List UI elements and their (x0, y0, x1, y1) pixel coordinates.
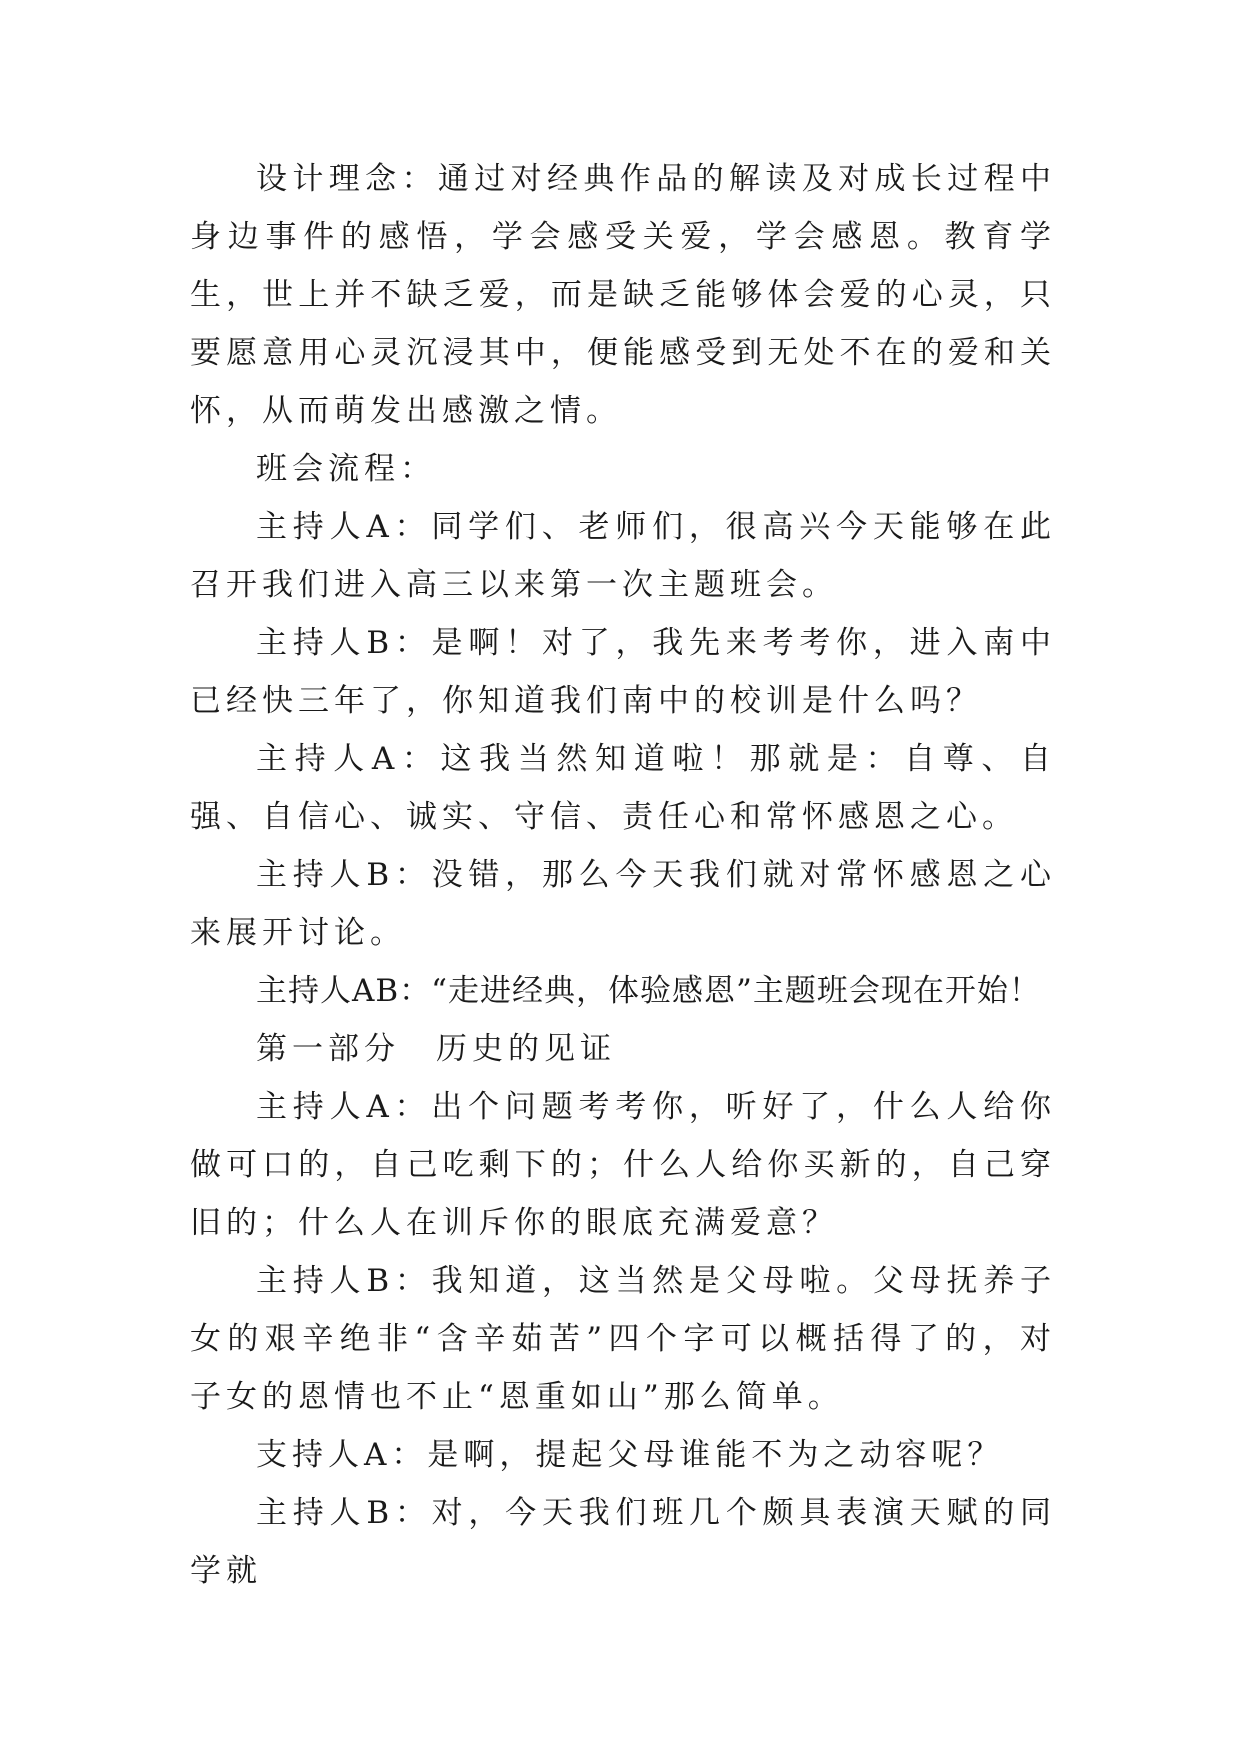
paragraph-host-b-parents: 主持人B：我知道，这当然是父母啦。父母抚养子女的艰辛绝非“含辛茹苦”四个字可以概括得了的，对子女的恩情也不止“恩重如山”那么简单。 (190, 1263, 1056, 1415)
paragraph-design-concept: 设计理念：通过对经典作品的解读及对成长过程中身边事件的感悟，学会感受关爱，学会感恩。教育学生，世上并不缺乏爱，而是缺乏能够体会爱的心灵，只要愿意用心灵沉浸其中，便能感受到无处不在的爱和关怀，从而萌发出感激之情。 (190, 161, 1056, 429)
paragraph-host-a-opening: 主持人A：同学们、老师们，很高兴今天能够在此召开我们进入高三以来第一次主题班会。 (190, 509, 1056, 603)
paragraph-host-b-performers: 主持人B：对，今天我们班几个颇具表演天赋的同学就 (190, 1495, 1056, 1589)
document-body (190, 150, 1056, 1600)
section-heading-part-one: 第一部分 历史的见证 (256, 1031, 616, 1067)
paragraph-host-ab-start: 主持人AB：“走进经典，体验感恩”主题班会现在开始！ (256, 973, 1041, 1009)
paragraph-meeting-flow-heading: 班会流程： (256, 451, 436, 487)
paragraph-host-a-moved: 支持人A：是啊，提起父母谁能不为之动容呢？ (256, 1437, 1004, 1473)
paragraph-host-a-motto: 主持人A：这我当然知道啦！那就是：自尊、自强、自信心、诚实、守信、责任心和常怀感恩之心。 (190, 741, 1056, 835)
paragraph-host-b-topic: 主持人B：没错，那么今天我们就对常怀感恩之心来展开讨论。 (190, 857, 1056, 951)
paragraph-host-a-riddle: 主持人A：出个问题考考你，听好了，什么人给你做可口的，自己吃剩下的；什么人给你买新的，自己穿旧的；什么人在训斥你的眼底充满爱意？ (190, 1089, 1056, 1241)
paragraph-host-b-question: 主持人B：是啊！对了，我先来考考你，进入南中已经快三年了，你知道我们南中的校训是什么吗？ (190, 625, 1056, 719)
